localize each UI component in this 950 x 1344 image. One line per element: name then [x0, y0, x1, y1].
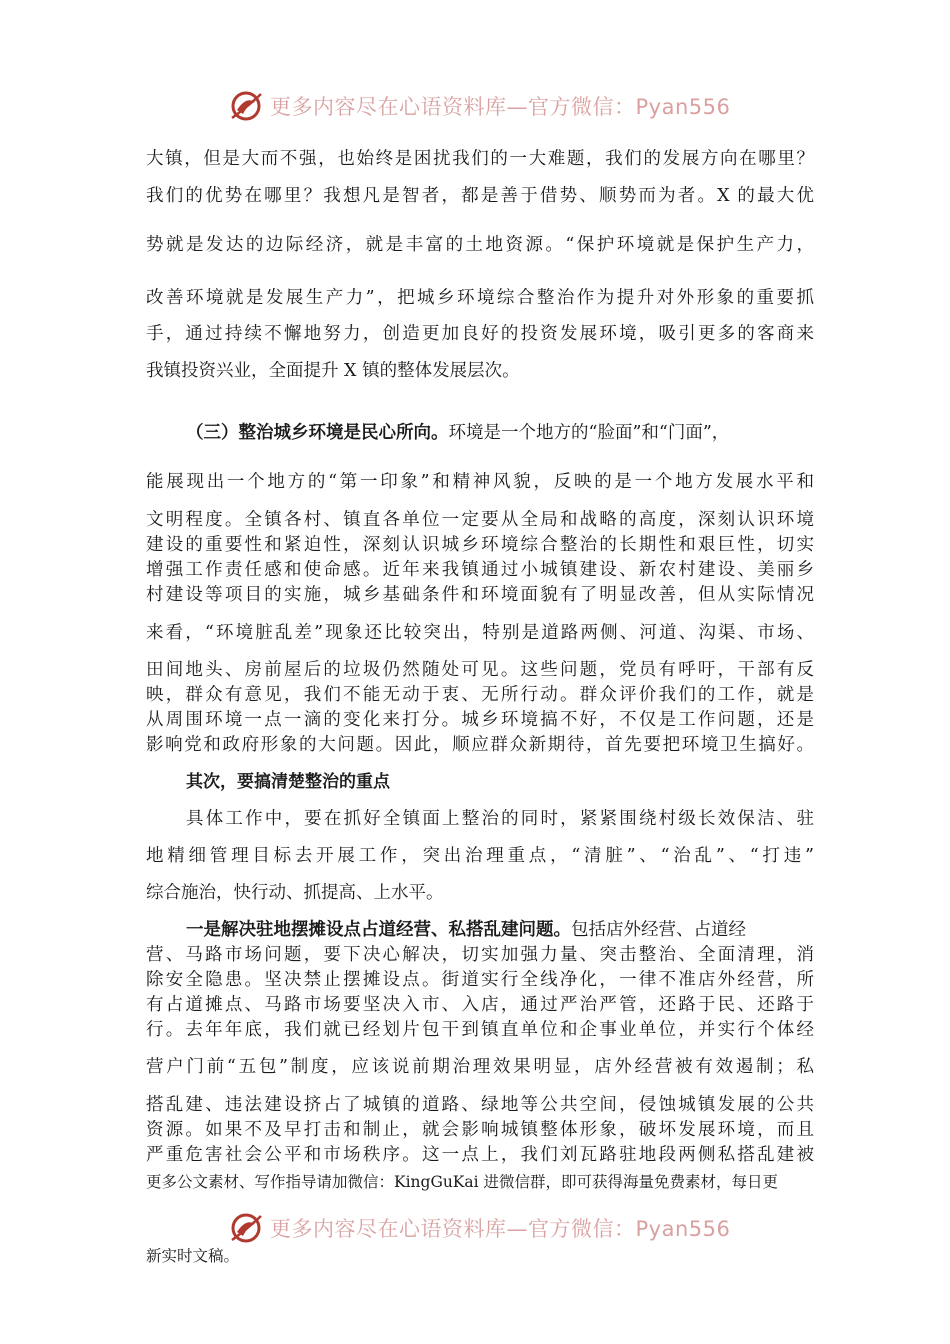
body-line: 建设的重要性和紧迫性，深刻认识城乡环境综合整治的长期性和艰巨性，切实 [146, 535, 814, 555]
body-line: 势就是发达的边际经济，就是丰富的土地资源。“保护环境就是保护生产力， [146, 235, 814, 255]
body-line: 除安全隐患。坚决禁止摆摊设点。街道实行全线净化，一律不准店外经营，所 [146, 970, 814, 990]
body-line: 能展现出一个地方的“第一印象”和精神风貌，反映的是一个地方发展水平和 [146, 472, 814, 492]
body-line: 营、马路市场问题，要下决心解决，切实加强力量、突击整治、全面清理，消 [146, 945, 814, 965]
item1-heading: 一是解决驻地摆摊设点占道经营、私搭乱建问题。 [186, 920, 571, 940]
body-line: 我们的优势在哪里？我想凡是智者，都是善于借势、顺势而为者。X 的最大优 [146, 186, 814, 206]
body-line: 我镇投资兴业，全面提升 X 镇的整体发展层次。 [146, 361, 520, 381]
item1-first-line [186, 918, 814, 942]
footer-note-line: 更多公文素材、写作指导请加微信：KingGuKai 进微信群，即可获得海量免费素材，每日更 [146, 1173, 779, 1191]
body-line: 映，群众有意见，我们不能无动于衷、无所行动。群众评价我们的工作，就是 [146, 685, 814, 705]
body-line: 有占道摊点、马路市场要坚决入市、入店，通过严治严管，还路于民、还路于 [146, 995, 814, 1015]
header-banner-text: 更多内容尽在心语资料库—官方微信：Pyan556 [270, 95, 731, 119]
body-line: 田间地头、房前屋后的垃圾仍然随处可见。这些问题，党员有呼吁，干部有反 [146, 660, 814, 680]
body-line: 地精细管理目标去开展工作，突出治理重点，“清脏”、“治乱”、“打违” [146, 846, 814, 866]
section3-first-line [186, 421, 814, 445]
footer-note-line: 新实时文稿。 [146, 1247, 240, 1265]
body-line: 改善环境就是发展生产力”，把城乡环境综合整治作为提升对外形象的重要抓 [146, 288, 814, 308]
body-line: 搭乱建、违法建设挤占了城镇的道路、绿地等公共空间，侵蚀城镇发展的公共 [146, 1095, 814, 1115]
body-line: 严重危害社会公平和市场秩序。这一点上，我们刘瓦路驻地段两侧私搭乱建被 [146, 1145, 814, 1165]
body-line: 手，通过持续不懈地努力，创造更加良好的投资发展环境，吸引更多的客商来 [146, 324, 814, 344]
body-line: 村建设等项目的实施，城乡基础条件和环境面貌有了明显改善，但从实际情况 [146, 585, 814, 605]
footer-banner [228, 1208, 748, 1248]
body-line: 资源。如果不及早打击和制止，就会影响城镇整体形象，破坏发展环境，而且 [146, 1120, 814, 1140]
section3-first-rest: 环境是一个地方的“脸面”和“门面”， [448, 423, 730, 443]
body-line: 来看，“环境脏乱差”现象还比较突出，特别是道路两侧、河道、沟渠、市场、 [146, 623, 814, 643]
header-banner [228, 86, 748, 126]
body-line: 综合施治，快行动、抓提高、上水平。 [146, 883, 444, 903]
section3-heading: （三）整治城乡环境是民心所向。 [186, 423, 449, 443]
body-line: 增强工作责任感和使命感。近年来我镇通过小城镇建设、新农村建设、美丽乡 [146, 560, 814, 580]
subheading: 其次，要搞清楚整治的重点 [186, 772, 390, 792]
item1-first-rest: 包括店外经营、占道经 [571, 920, 746, 940]
body-line: 影响党和政府形象的大问题。因此，顺应群众新期待，首先要把环境卫生搞好。 [146, 735, 814, 755]
body-line: 营户门前“五包”制度，应该说前期治理效果明显，店外经营被有效遏制；私 [146, 1057, 814, 1077]
body-line: 行。去年年底，我们就已经划片包干到镇直单位和企事业单位，并实行个体经 [146, 1020, 814, 1040]
body-line: 文明程度。全镇各村、镇直各单位一定要从全局和战略的高度，深刻认识环境 [146, 510, 814, 530]
logo-icon [228, 1210, 264, 1246]
footer-banner-text: 更多内容尽在心语资料库—官方微信：Pyan556 [270, 1217, 731, 1241]
body-line: 从周围环境一点一滴的变化来打分。城乡环境搞不好，不仅是工作问题，还是 [146, 710, 814, 730]
logo-icon [228, 88, 264, 124]
body-line: 大镇，但是大而不强，也始终是困扰我们的一大难题，我们的发展方向在哪里？ [146, 149, 814, 169]
body-line: 具体工作中，要在抓好全镇面上整治的同时，紧紧围绕村级长效保洁、驻 [186, 809, 814, 829]
